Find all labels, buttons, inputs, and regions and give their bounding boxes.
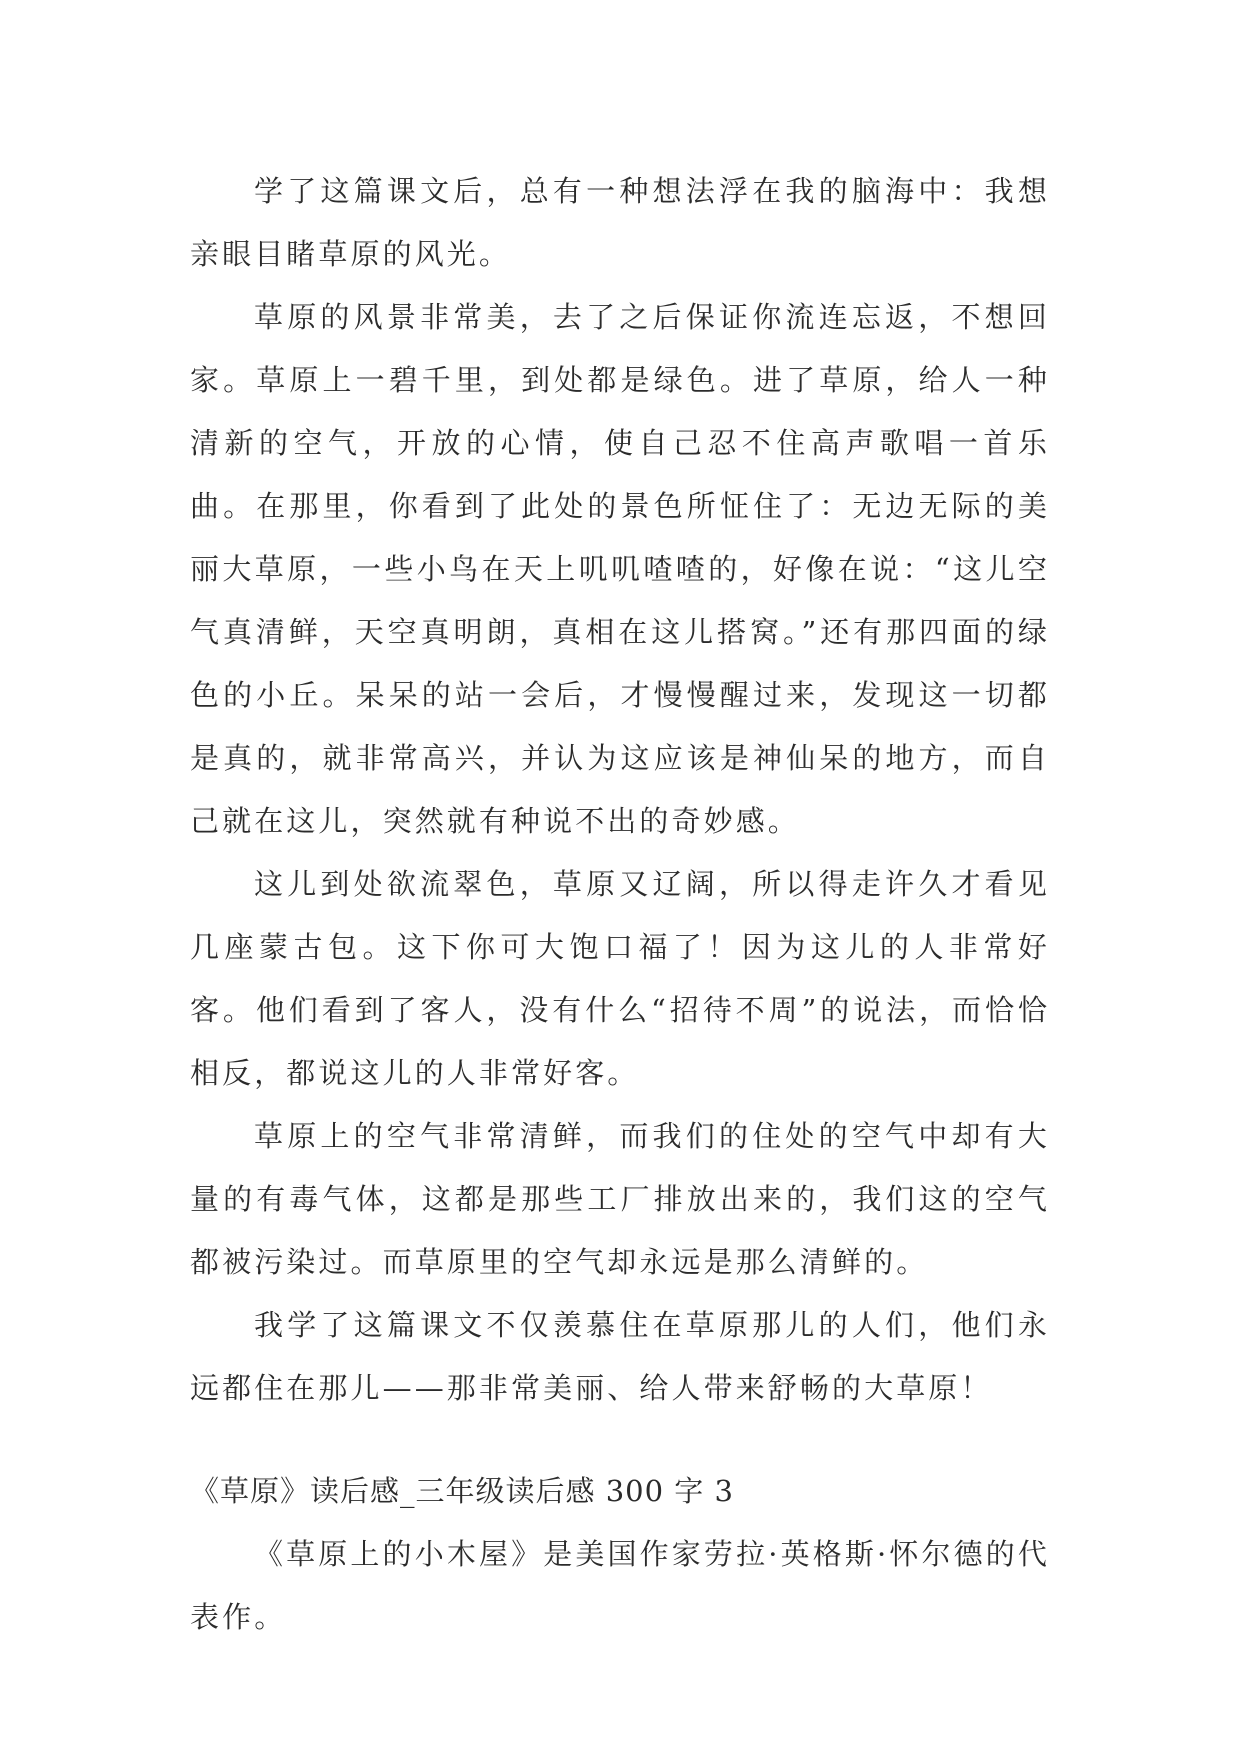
section-heading: 《草原》读后感_三年级读后感 300 字 3	[190, 1474, 734, 1508]
document-body	[190, 160, 1050, 1649]
section-paragraph-1: 《草原上的小木屋》是美国作家劳拉·英格斯·怀尔德的代表作。	[190, 1537, 1050, 1634]
paragraph-2: 草原的风景非常美，去了之后保证你流连忘返，不想回家。草原上一碧千里，到处都是绿色。进了草原，给人一种清新的空气，开放的心情，使自己忍不住高声歌唱一首乐曲。在那里，你看到了此处的景色所怔住了：无边无际的美丽大草原，一些小鸟在天上叽叽喳喳的，好像在说：“这儿空气真清鲜，天空真明朗，真相在这儿搭窝。”还有那四面的绿色的小丘。呆呆的站一会后，才慢慢醒过来，发现这一切都是真的，就非常高兴，并认为这应该是神仙呆的地方，而自己就在这儿，突然就有种说不出的奇妙感。	[190, 300, 1050, 838]
paragraph-5: 我学了这篇课文不仅羡慕住在草原那儿的人们，他们永远都住在那儿——那非常美丽、给人带来舒畅的大草原！	[190, 1308, 1050, 1405]
paragraph-1: 学了这篇课文后，总有一种想法浮在我的脑海中：我想亲眼目睹草原的风光。	[190, 174, 1050, 271]
paragraph-3: 这儿到处欲流翠色，草原又辽阔，所以得走许久才看见几座蒙古包。这下你可大饱口福了！因为这儿的人非常好客。他们看到了客人，没有什么“招待不周”的说法，而恰恰相反，都说这儿的人非常好客。	[190, 867, 1050, 1090]
paragraph-4: 草原上的空气非常清鲜，而我们的住处的空气中却有大量的有毒气体，这都是那些工厂排放出来的，我们这的空气都被污染过。而草原里的空气却永远是那么清鲜的。	[190, 1119, 1050, 1279]
